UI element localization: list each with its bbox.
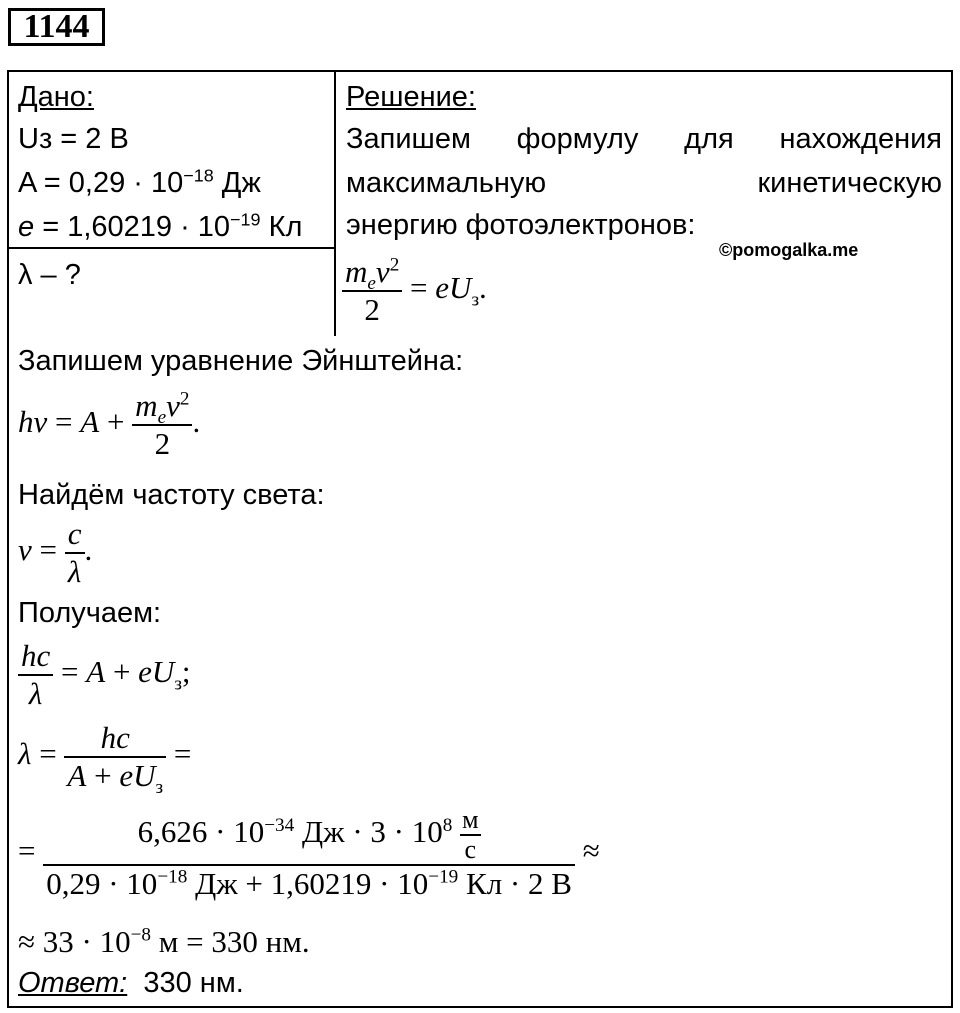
answer-value: 330 нм. bbox=[143, 967, 244, 999]
given-voltage: Uз = 2 В bbox=[18, 123, 129, 155]
einstein-equation: hν = A + $\frac{m_ev^2}{2}$ . bbox=[18, 388, 201, 461]
problem-number: 1144 bbox=[8, 8, 105, 46]
solution-line-3: энергию фотоэлектронов: bbox=[346, 209, 696, 241]
wavelength-formula: λ = $\frac{hc}{A + eU_з}$ = bbox=[18, 720, 192, 799]
combined-equation: $\frac{hc}{\lambda}$ = $A + eU_з$; bbox=[18, 638, 191, 712]
solution-line-1: Запишем формулу для нахождения bbox=[346, 123, 942, 155]
numeric-result: ≈ $33 \cdot 10^{-8}$ м = 330 нм. bbox=[18, 924, 310, 959]
solution-line-2: максимальную кинетическую bbox=[346, 167, 942, 199]
result-intro: Получаем: bbox=[18, 597, 162, 629]
given-electron-charge: $e = 1,60219 \cdot 10^{-19}$ Кл bbox=[18, 209, 303, 243]
kinetic-energy-formula: $\frac{m_ev^2}{2}$ = $eU_з$. bbox=[342, 254, 487, 328]
given-work-function: $A = 0,29 \cdot 10^{-18}$ Дж bbox=[18, 165, 261, 199]
numeric-calculation: = $6,626 \cdot 10^{-34}$ Дж · $3 \cdot 10^8$ м с $0,29 \cdot 10^{-18}$ Дж + $1,60219 \cdot 10^{-19}$ Кл · 2 В ≈ bbox=[18, 805, 600, 901]
einstein-intro: Запишем уравнение Эйнштейна: bbox=[18, 345, 464, 377]
solution-heading: Решение: bbox=[346, 81, 476, 113]
given-heading: Дано: bbox=[18, 81, 94, 113]
given-divider-vertical bbox=[334, 70, 336, 336]
find-wavelength: λ – ? bbox=[18, 259, 81, 291]
watermark: ©pomogalka.me bbox=[719, 240, 859, 260]
frequency-formula: ν = $\frac{c}{\lambda}$ . bbox=[18, 516, 93, 589]
answer-label: Ответ: bbox=[18, 967, 128, 999]
frequency-intro: Найдём частоту света: bbox=[18, 479, 325, 511]
answer-line bbox=[18, 966, 244, 1000]
given-divider-horizontal bbox=[7, 247, 336, 249]
